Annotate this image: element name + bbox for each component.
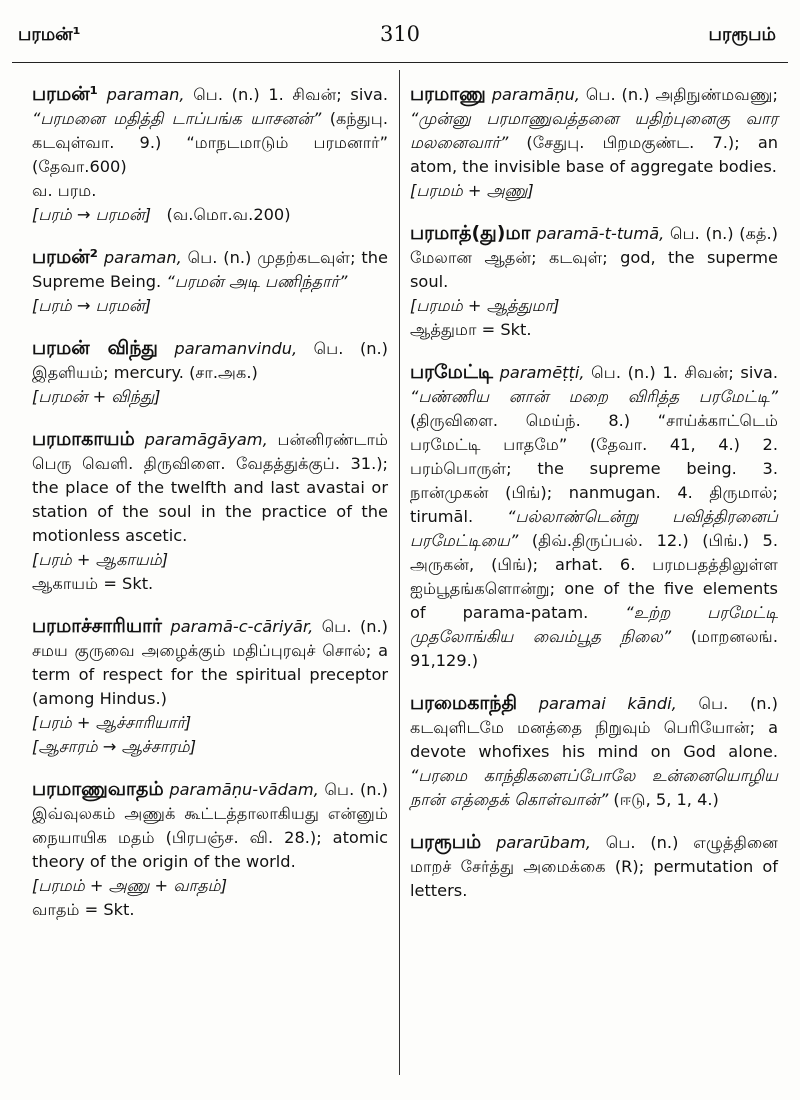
headword: பரரூபம் [410,831,482,853]
quotation: “பல்லாண்டென்று பவித்திரனைப் பரமேட்டியை” [410,507,778,550]
etymology: [பரமம் + அணு + வாதம்] [32,876,228,895]
etymology: [பரம் → பரமன்] [32,205,152,224]
etymology-ref: (வ.மொ.வ.200) [166,205,291,224]
transliteration: paramāṇu, [491,85,580,104]
dictionary-entry [32,245,388,318]
running-head-left: பரமன்¹ [18,24,81,45]
transliteration: paramanvindu, [174,339,298,358]
page-header [0,0,800,60]
definition: இதளியம்; mercury. (சா.அக.) [32,363,258,382]
transliteration: pararūbam, [496,833,591,852]
sanskrit-note: ஆத்துமா = Skt. [410,320,532,339]
running-head-right: பரரூபம் [708,24,776,45]
transliteration: paramāgāyam, [144,430,268,449]
definition: சமய குருவை அழைக்கும் மதிப்புரவுச் சொல்; a term of respect for the spiritual preceptor (among Hindus.) [32,641,388,708]
transliteration: paraman, [103,248,182,267]
headword: பரமன்¹ [32,83,98,105]
part-of-speech: பெ. (n.) [321,617,388,636]
quotation: “பரமனை மதித்தி டாப்பங்க யாசனன்” [32,109,322,128]
definition: முதற்கடவுள்; the Supreme Being. [32,248,388,291]
part-of-speech: பெ. (n.) [313,339,388,358]
etymology: [ஆசாரம் → ஆச்சாரம்] [32,737,197,756]
transliteration: paramai kāndi, [538,694,677,713]
quotation: “பரமை காந்திகளைப்போலே உன்னையொழிய நான் எத்தைக் கொள்வான்” [410,766,778,809]
etymology: [பரமம் + ஆத்துமா] [410,296,560,315]
citation: (தேவா. 41, 4.) 2. பரம்பொருள்; the supreme being. 3. நான்முகன் (பிங்); nanmugan. 4. திருமால்; tirumāl. [410,435,779,526]
etymology: [பரமன் + விந்து] [32,387,161,406]
transliteration: paramā-t-tumā, [536,224,665,243]
quotation: “மாநடமாடும் பரமனார்” [186,133,388,152]
part-of-speech: பெ. (n.) [698,694,778,713]
definition: பன்னிரண்டாம் பெரு வெளி. திருவிளை. வேதத்துக்குப். 31.); the place of the twelfth and last avastai or station of the soul in the practice of the motionless ascetic. [32,430,388,545]
dictionary-entry [410,830,778,903]
definition: மேலான ஆதன்; கடவுள்; god, the superme soul. [410,248,778,291]
dictionary-entry [410,691,778,812]
citation: (ஈடு, 5, 1, 4.) [608,790,719,809]
dictionary-entry [32,614,388,759]
right-column [410,82,778,921]
dictionary-entry [410,360,778,673]
derivation-note: வ. பரம. [32,181,97,200]
etymology: [பரமம் + அணு] [410,181,534,200]
left-column [32,82,388,940]
part-of-speech: பெ. (n.) [187,248,252,267]
citation: (திவ்.திருப்பல். 12.) (பிங்.) 5. அருகன், (பிங்); arhat. 6. பரமபதத்திலுள்ள ஐம்பூதங்களொன்று; one of the five elements of parama-patam. [410,531,778,622]
dictionary-entry [32,777,388,922]
headword: பரமாத்(து)மா [410,222,531,244]
quotation: “உற்ற பரமேட்டி முதலோங்கிய வைம்பூத நிலை” [410,603,778,646]
citation: (திருவிளை. மெய்ந். 8.) [410,411,658,430]
headword: பரமாகாயம் [32,428,135,450]
dictionary-entry [32,336,388,409]
page-number: 310 [379,22,421,46]
headword: பரமேட்டி [410,361,493,383]
quotation: “பரமன் அடி பணிந்தார்” [166,272,348,291]
part-of-speech: பெ. (n.) [324,780,388,799]
part-of-speech: பெ. (n.) [585,85,650,104]
etymology: [பரம் + ஆகாயம்] [32,550,169,569]
quotation: “முன்னு பரமாணுவத்தனை யதிற்புனைகு வார மலனைவார்” [410,109,778,152]
quotation: “பண்ணிய னான் மறை விரித்த பரமேட்டி” [410,387,778,406]
definition: கடவுளிடமே மனத்தை நிறுவும் பெரியோன்; a devote whofixes his mind on God alone. [410,718,778,761]
sanskrit-note: வாதம் = Skt. [32,900,135,919]
headword: பரமைகாந்தி [410,692,518,714]
sanskrit-note: ஆகாயம் = Skt. [32,574,154,593]
column-divider [399,70,400,1075]
etymology: [பரம் + ஆச்சாரியார்] [32,713,192,732]
transliteration: paramēṭṭi, [499,363,585,382]
dictionary-entry [410,221,778,342]
headword: பரமாணுவாதம் [32,778,164,800]
part-of-speech: பெ. (n.) [193,85,260,104]
headword: பரமாச்சாரியார் [32,615,162,637]
headword: பரமன்² [32,246,98,268]
definition: 1. சிவன்; siva. [662,363,779,382]
part-of-speech: பெ. (n.) [605,833,679,852]
transliteration: paramā-c-cāriyār, [170,617,314,636]
definition: 1. சிவன்; siva. [268,85,388,104]
definition: இவ்வுலகம் அணுக் கூட்டத்தாலாகியது என்னும் நையாயிக மதம் (பிரபஞ்ச. வி. 28.); atomic theory of the origin of the world. [32,804,388,871]
etymology: [பரம் → பரமன்] [32,296,152,315]
citation: (சேதுபு. பிறமகுண்ட. 7.); an atom, the invisible base of aggregate bodies. [410,133,778,176]
citation: (மாறனலங். 91,129.) [410,627,778,670]
citation: (கந்துபு. கடவுள்வா. 9.) [32,109,388,152]
dictionary-entry [32,82,388,227]
dictionary-entry [32,427,388,596]
dictionary-entry [410,82,778,203]
citation: (தேவா.600) [32,157,127,176]
headword: பரமாணு [410,83,486,105]
headword: பரமன் விந்து [32,337,158,359]
header-rule [12,62,788,63]
quotation: “சாய்க்காட்டெம் பரமேட்டி பாதமே” [410,411,778,454]
definition: அதிநுண்மவணு; [655,85,778,104]
part-of-speech: பெ. (n.) (கத்.) [670,224,778,243]
transliteration: paramāṇu-vādam, [169,780,319,799]
part-of-speech: பெ. (n.) [591,363,656,382]
definition: எழுத்தினை மாறச் சேர்த்து அமைக்கை (R); permutation of letters. [410,833,778,900]
transliteration: paraman, [106,85,185,104]
